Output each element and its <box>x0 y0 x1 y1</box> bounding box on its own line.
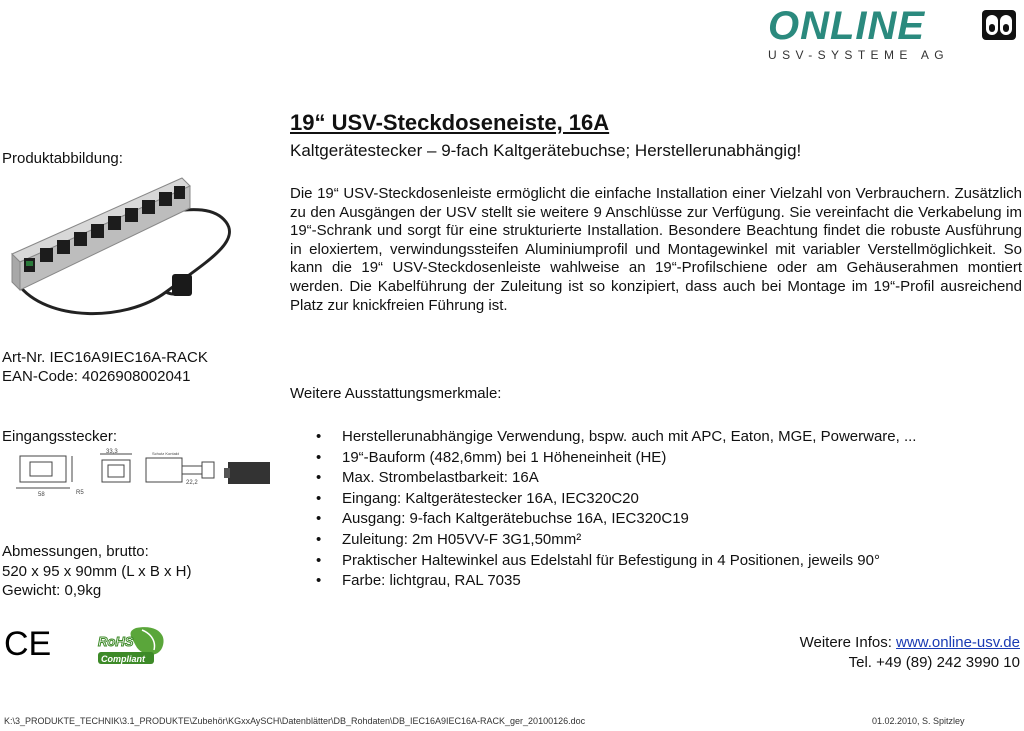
dim-r5: R5 <box>76 490 84 496</box>
product-image <box>6 172 246 327</box>
feature-item: • 19“-Bauform (482,6mm) bei 1 Höheneinheit (HE) <box>316 448 916 469</box>
plug-drawing <box>6 448 278 498</box>
feature-item: • Ausgang: 9-fach Kaltgerätebuchse 16A, IEC320C19 <box>316 509 916 530</box>
logo-eyes-icon <box>982 10 1016 40</box>
dimensions-value: 520 x 95 x 90mm (L x B x H) <box>2 562 192 580</box>
svg-text:Compliant: Compliant <box>101 654 145 664</box>
dim-58: 58 <box>38 492 45 498</box>
article-info <box>2 348 208 386</box>
dim-schutz: Schutz Kontakt <box>152 451 179 456</box>
dim-33: 33,3 <box>106 449 118 455</box>
dimensions-block <box>2 542 192 601</box>
dim-22: 22,2 <box>186 480 198 486</box>
footer-file-path: K:\3_PRODUKTE_TECHNIK\3.1_PRODUKTE\Zubehör\KGxxAySCH\Datenblätter\DB_Rohdaten\DB_IEC16A9IEC16A-RACK_ger_20100126.doc <box>4 716 586 726</box>
svg-text:CE: CE <box>4 625 52 661</box>
feature-item: • Herstellerunabhängige Verwendung, bspw. auch mit APC, Eaton, MGE, Powerware, ... <box>316 427 916 448</box>
features-heading: Weitere Ausstattungsmerkmale: <box>290 385 502 402</box>
feature-item: • Max. Strombelastbarkeit: 16A <box>316 468 916 489</box>
weight-value: Gewicht: 0,9kg <box>2 582 102 599</box>
feature-item: • Eingang: Kaltgerätestecker 16A, IEC320C20 <box>316 489 916 510</box>
input-plug-label: Eingangsstecker: <box>2 428 118 445</box>
ean-code: EAN-Code: 4026908002041 <box>2 368 191 385</box>
rohs-compliant-icon <box>96 624 172 668</box>
logo-subtitle: USV-SYSTEME AG <box>768 48 949 62</box>
feature-item: • Zuleitung: 2m H05VV-F 3G1,50mm² <box>316 530 916 551</box>
footer-date-author: 01.02.2010, S. Spitzley <box>872 716 965 726</box>
more-info-line <box>800 633 1020 653</box>
contact-info <box>800 633 1020 672</box>
website-link[interactable]: www.online-usv.de <box>896 634 1020 651</box>
dimensions-label: Abmessungen, brutto: <box>2 543 149 560</box>
logo-wordmark: ONLINE <box>768 4 926 48</box>
feature-item: • Farbe: lichtgrau, RAL 7035 <box>316 571 916 592</box>
features-list <box>316 427 916 592</box>
product-image-label: Produktabbildung: <box>2 150 123 167</box>
more-info-prefix: Weitere Infos: <box>799 634 897 651</box>
page-subtitle: Kaltgerätestecker – 9-fach Kaltgerätebuchse; Herstellerunabhängig! <box>290 141 802 160</box>
svg-text:RoHS: RoHS <box>98 634 134 649</box>
company-logo <box>768 4 1018 64</box>
article-number: Art-Nr. IEC16A9IEC16A-RACK <box>2 349 208 366</box>
ce-mark-icon <box>4 623 52 661</box>
feature-item: • Praktischer Haltewinkel aus Edelstahl für Befestigung in 4 Positionen, jeweils 90° <box>316 551 916 572</box>
page-title: 19“ USV-Steckdoseneiste, 16A <box>290 110 610 135</box>
phone-number: Tel. +49 (89) 242 3990 10 <box>848 653 1020 671</box>
product-description: Die 19“ USV-Steckdosenleiste ermöglicht die einfache Installation einer Vielzahl von Verbrauchern. Zusätzlich zu den Ausgängen der USV stellt sie weitere 9 Anschlüsse zur Verfügung. Sie vereinfacht die Verkabelung im 19“-Schrank und sorgt für eine strukturierte Installation. Besondere Beachtung findet die robuste Ausführung in eloxiertem, verwindungssteifen Aluminiumprofil und Montagewinkel mit variabler Verstellmöglichkeit. So kann die 19“ USV-Steckdosenleiste wahlweise an 19“-Profilschiene oder am Gehäuserahmen montiert werden. Die Kabelführung der Zuleitung ist so konzipiert, dass auch bei Montage im 19“-Profil ausreichend Platz zur knickfreien Führung ist. <box>290 185 1022 314</box>
